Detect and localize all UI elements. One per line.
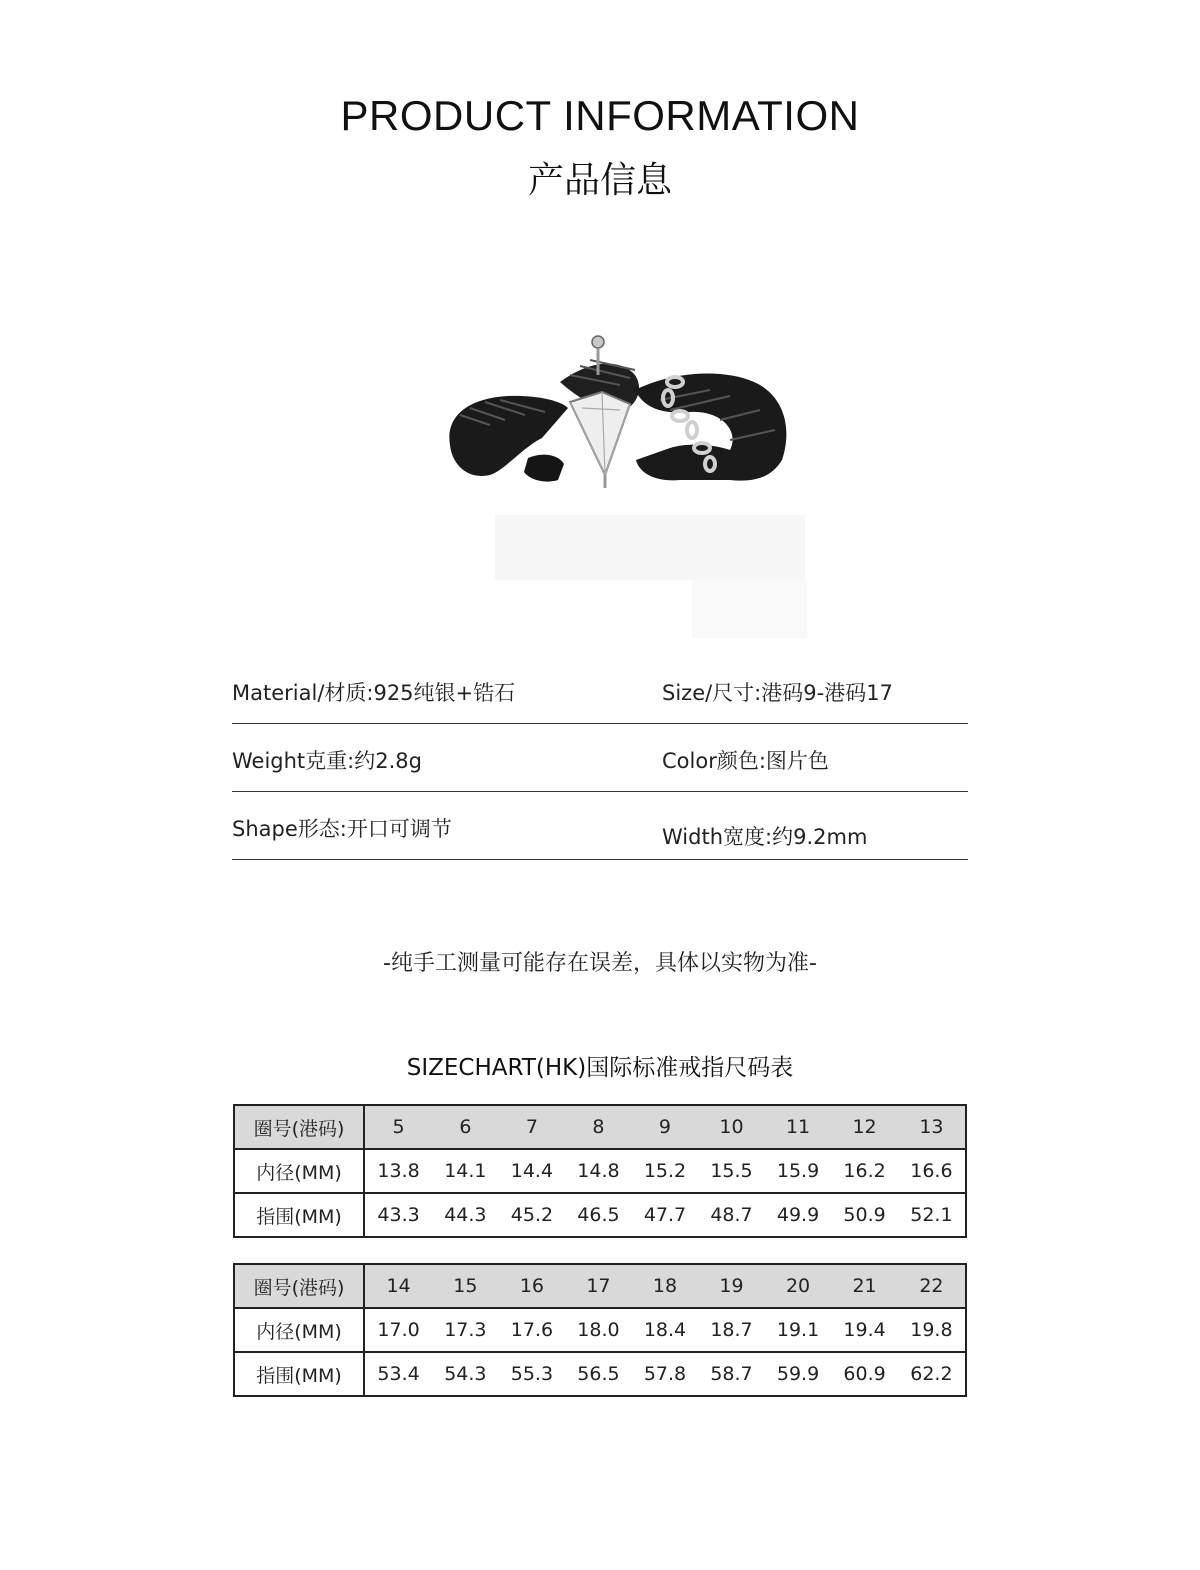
table-cell: 56.5 <box>565 1352 632 1396</box>
table-cell: 22 <box>898 1264 966 1308</box>
table-cell: 55.3 <box>499 1352 566 1396</box>
table-cell: 10 <box>698 1105 765 1149</box>
color-text: Color颜色:图片色 <box>662 749 829 773</box>
table-cell: 13.8 <box>364 1149 432 1193</box>
table-row-circ <box>234 1352 966 1396</box>
table-cell: 20 <box>765 1264 832 1308</box>
table-cell: 18.4 <box>632 1308 699 1352</box>
table-cell: 11 <box>765 1105 832 1149</box>
size-table-1 <box>233 1104 967 1238</box>
table-cell: 60.9 <box>831 1352 898 1396</box>
table-cell: 12 <box>831 1105 898 1149</box>
table-cell: 44.3 <box>432 1193 499 1237</box>
table-cell: 9 <box>632 1105 699 1149</box>
size-table-2 <box>233 1263 967 1397</box>
row-label-circ: 指围(MM) <box>234 1352 364 1396</box>
row-label-inner: 内径(MM) <box>234 1149 364 1193</box>
table-row-size <box>234 1105 966 1149</box>
table-cell: 16.6 <box>898 1149 966 1193</box>
table-cell: 59.9 <box>765 1352 832 1396</box>
table-cell: 47.7 <box>632 1193 699 1237</box>
info-row <box>232 656 968 724</box>
measurement-note: -纯手工测量可能存在误差，具体以实物为准- <box>383 951 817 976</box>
table-cell: 49.9 <box>765 1193 832 1237</box>
table-cell: 5 <box>364 1105 432 1149</box>
size-text: Size/尺寸:港码9-港码17 <box>662 681 893 705</box>
table-row-circ <box>234 1193 966 1237</box>
table-row-size <box>234 1264 966 1308</box>
page-title-zh: 产品信息 <box>527 160 672 201</box>
table-cell: 18 <box>632 1264 699 1308</box>
table-cell: 46.5 <box>565 1193 632 1237</box>
table-cell: 13 <box>898 1105 966 1149</box>
table-row-inner <box>234 1149 966 1193</box>
table-cell: 17.6 <box>499 1308 566 1352</box>
info-row <box>232 792 968 860</box>
table-cell: 15 <box>432 1264 499 1308</box>
table-cell: 7 <box>499 1105 566 1149</box>
row-label-inner: 内径(MM) <box>234 1308 364 1352</box>
table-cell: 19 <box>698 1264 765 1308</box>
table-cell: 18.0 <box>565 1308 632 1352</box>
table-cell: 8 <box>565 1105 632 1149</box>
row-label-circ: 指围(MM) <box>234 1193 364 1237</box>
table-cell: 19.1 <box>765 1308 832 1352</box>
table-cell: 17.0 <box>364 1308 432 1352</box>
material-text: Material/材质:925纯银+锆石 <box>232 681 516 705</box>
table-cell: 50.9 <box>831 1193 898 1237</box>
table-cell: 58.7 <box>698 1352 765 1396</box>
table-cell: 14.1 <box>432 1149 499 1193</box>
table-cell: 62.2 <box>898 1352 966 1396</box>
table-cell: 54.3 <box>432 1352 499 1396</box>
table-cell: 45.2 <box>499 1193 566 1237</box>
page-title-en: PRODUCT INFORMATION <box>340 92 860 139</box>
size-chart-title: SIZECHART(HK)国际标准戒指尺码表 <box>406 1055 794 1081</box>
table-cell: 14.4 <box>499 1149 566 1193</box>
product-info-table <box>232 656 968 860</box>
row-label-size: 圈号(港码) <box>234 1264 364 1308</box>
table-cell: 16 <box>499 1264 566 1308</box>
info-row <box>232 724 968 792</box>
table-cell: 19.8 <box>898 1308 966 1352</box>
table-cell: 52.1 <box>898 1193 966 1237</box>
table-cell: 19.4 <box>831 1308 898 1352</box>
table-cell: 15.9 <box>765 1149 832 1193</box>
table-cell: 14 <box>364 1264 432 1308</box>
table-cell: 48.7 <box>698 1193 765 1237</box>
table-cell: 16.2 <box>831 1149 898 1193</box>
table-cell: 17 <box>565 1264 632 1308</box>
table-cell: 18.7 <box>698 1308 765 1352</box>
ring-product-image <box>430 330 870 640</box>
table-cell: 14.8 <box>565 1149 632 1193</box>
row-label-size: 圈号(港码) <box>234 1105 364 1149</box>
weight-text: Weight克重:约2.8g <box>232 749 422 773</box>
table-cell: 57.8 <box>632 1352 699 1396</box>
table-cell: 21 <box>831 1264 898 1308</box>
table-cell: 43.3 <box>364 1193 432 1237</box>
table-cell: 53.4 <box>364 1352 432 1396</box>
table-cell: 15.2 <box>632 1149 699 1193</box>
table-cell: 15.5 <box>698 1149 765 1193</box>
table-cell: 6 <box>432 1105 499 1149</box>
table-cell: 17.3 <box>432 1308 499 1352</box>
width-text: Width宽度:约9.2mm <box>662 825 868 849</box>
table-row-inner <box>234 1308 966 1352</box>
shape-text: Shape形态:开口可调节 <box>232 817 452 841</box>
